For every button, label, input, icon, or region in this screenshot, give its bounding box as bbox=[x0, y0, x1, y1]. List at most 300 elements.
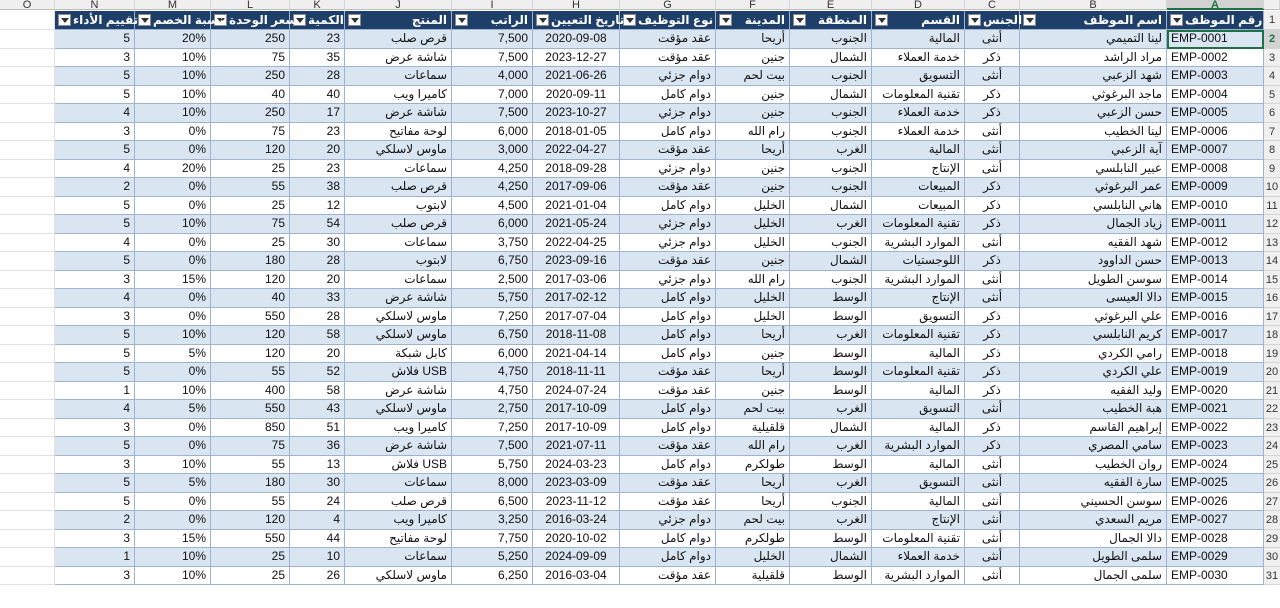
table-cell[interactable]: 4 bbox=[290, 511, 345, 530]
table-cell[interactable]: 58 bbox=[290, 382, 345, 401]
table-cell[interactable]: 0% bbox=[135, 289, 211, 308]
empty-cell[interactable] bbox=[0, 308, 55, 327]
row-header[interactable]: 5 bbox=[1264, 86, 1280, 105]
table-cell[interactable]: قرص صلب bbox=[345, 30, 452, 49]
table-cell[interactable]: 20 bbox=[290, 141, 345, 160]
column-header-d[interactable]: D bbox=[872, 0, 965, 10]
table-cell[interactable]: EMP-0023 bbox=[1167, 437, 1264, 456]
table-cell[interactable]: المالية bbox=[872, 141, 965, 160]
filter-dropdown-icon[interactable] bbox=[536, 14, 549, 26]
table-cell[interactable]: دوام جزئي bbox=[620, 67, 716, 86]
table-cell[interactable]: أنثى bbox=[965, 511, 1020, 530]
row-header[interactable]: 6 bbox=[1264, 104, 1280, 123]
table-cell[interactable]: ماوس لاسلكي bbox=[345, 308, 452, 327]
table-cell[interactable]: ماوس لاسلكي bbox=[345, 400, 452, 419]
table-cell[interactable]: 24 bbox=[290, 493, 345, 512]
table-cell[interactable]: 33 bbox=[290, 289, 345, 308]
table-cell[interactable]: شاشة عرض bbox=[345, 49, 452, 68]
table-cell[interactable]: 5 bbox=[55, 252, 135, 271]
empty-cell[interactable] bbox=[0, 252, 55, 271]
table-cell[interactable]: ذكر bbox=[965, 178, 1020, 197]
table-cell[interactable]: 12 bbox=[290, 197, 345, 216]
table-cell[interactable]: 250 bbox=[211, 30, 290, 49]
table-cell[interactable]: جنين bbox=[716, 252, 790, 271]
table-cell[interactable]: أنثى bbox=[965, 289, 1020, 308]
row-header[interactable]: 24 bbox=[1264, 437, 1280, 456]
table-cell[interactable]: 3 bbox=[55, 419, 135, 438]
table-cell[interactable]: 35 bbox=[290, 49, 345, 68]
table-cell[interactable]: ذكر bbox=[965, 308, 1020, 327]
table-cell[interactable]: 30 bbox=[290, 474, 345, 493]
table-cell[interactable]: ذكر bbox=[965, 49, 1020, 68]
table-cell[interactable]: لابتوب bbox=[345, 197, 452, 216]
table-cell[interactable]: آية الزعبي bbox=[1020, 141, 1167, 160]
table-cell[interactable]: 15% bbox=[135, 271, 211, 290]
table-cell[interactable]: 26 bbox=[290, 567, 345, 586]
table-cell[interactable]: 2017-09-06 bbox=[533, 178, 620, 197]
table-cell[interactable]: 0% bbox=[135, 123, 211, 142]
table-cell[interactable]: كاميرا ويب bbox=[345, 419, 452, 438]
table-cell[interactable]: 2017-10-09 bbox=[533, 419, 620, 438]
empty-cell[interactable] bbox=[0, 30, 55, 49]
table-cell[interactable]: المالية bbox=[872, 493, 965, 512]
table-cell[interactable]: 2023-10-27 bbox=[533, 104, 620, 123]
table-cell[interactable]: الوسط bbox=[790, 289, 872, 308]
table-cell[interactable]: EMP-0019 bbox=[1167, 363, 1264, 382]
table-cell[interactable]: 4,250 bbox=[452, 160, 533, 179]
table-cell[interactable]: 75 bbox=[211, 215, 290, 234]
table-cell[interactable]: EMP-0003 bbox=[1167, 67, 1264, 86]
table-cell[interactable]: 4 bbox=[55, 234, 135, 253]
table-cell[interactable]: 2023-09-16 bbox=[533, 252, 620, 271]
table-cell[interactable]: سامي المصري bbox=[1020, 437, 1167, 456]
table-cell[interactable]: 0% bbox=[135, 197, 211, 216]
table-cell[interactable]: 2022-04-25 bbox=[533, 234, 620, 253]
table-cell[interactable]: مراد الراشد bbox=[1020, 49, 1167, 68]
table-cell[interactable]: جنين bbox=[716, 104, 790, 123]
table-cell[interactable]: EMP-0014 bbox=[1167, 271, 1264, 290]
table-cell[interactable]: EMP-0029 bbox=[1167, 548, 1264, 567]
table-cell[interactable]: أريحا bbox=[716, 326, 790, 345]
table-cell[interactable]: 2018-09-28 bbox=[533, 160, 620, 179]
table-cell[interactable]: 2020-09-11 bbox=[533, 86, 620, 105]
table-cell[interactable]: 6,000 bbox=[452, 123, 533, 142]
row-header[interactable]: 7 bbox=[1264, 123, 1280, 142]
table-cell[interactable]: EMP-0012 bbox=[1167, 234, 1264, 253]
table-cell[interactable]: 7,500 bbox=[452, 30, 533, 49]
table-cell[interactable]: 75 bbox=[211, 437, 290, 456]
table-cell[interactable]: 850 bbox=[211, 419, 290, 438]
table-cell[interactable]: أنثى bbox=[965, 530, 1020, 549]
table-cell[interactable]: EMP-0027 bbox=[1167, 511, 1264, 530]
table-cell[interactable]: 10% bbox=[135, 104, 211, 123]
table-cell[interactable]: 55 bbox=[211, 363, 290, 382]
row-header[interactable]: 30 bbox=[1264, 548, 1280, 567]
row-header[interactable]: 12 bbox=[1264, 215, 1280, 234]
table-cell[interactable]: 25 bbox=[211, 567, 290, 586]
table-cell[interactable]: المالية bbox=[872, 345, 965, 364]
table-cell[interactable]: الغرب bbox=[790, 474, 872, 493]
table-cell[interactable]: 55 bbox=[211, 178, 290, 197]
table-cell[interactable]: الجنوب bbox=[790, 104, 872, 123]
table-cell[interactable]: سوسن الطويل bbox=[1020, 271, 1167, 290]
table-cell[interactable]: أنثى bbox=[965, 271, 1020, 290]
column-header-b[interactable]: B bbox=[1020, 0, 1167, 10]
table-header-cell[interactable]: المنتج bbox=[345, 11, 452, 30]
table-cell[interactable]: دوام كامل bbox=[620, 345, 716, 364]
table-cell[interactable]: 2021-04-14 bbox=[533, 345, 620, 364]
table-cell[interactable]: شاشة عرض bbox=[345, 104, 452, 123]
table-cell[interactable]: الموارد البشرية bbox=[872, 271, 965, 290]
table-cell[interactable]: EMP-0007 bbox=[1167, 141, 1264, 160]
table-cell[interactable]: 2021-06-26 bbox=[533, 67, 620, 86]
table-cell[interactable]: 10% bbox=[135, 86, 211, 105]
table-cell[interactable]: عبير النابلسي bbox=[1020, 160, 1167, 179]
table-cell[interactable]: دوام كامل bbox=[620, 419, 716, 438]
table-cell[interactable]: لينا التميمي bbox=[1020, 30, 1167, 49]
table-cell[interactable]: 4 bbox=[55, 400, 135, 419]
table-cell[interactable]: قرص صلب bbox=[345, 178, 452, 197]
table-cell[interactable]: التسويق bbox=[872, 67, 965, 86]
table-cell[interactable]: EMP-0025 bbox=[1167, 474, 1264, 493]
table-cell[interactable]: دوام كامل bbox=[620, 308, 716, 327]
table-cell[interactable]: دوام جزئي bbox=[620, 511, 716, 530]
row-header[interactable]: 16 bbox=[1264, 289, 1280, 308]
table-cell[interactable]: 10% bbox=[135, 382, 211, 401]
table-cell[interactable]: 2024-03-23 bbox=[533, 456, 620, 475]
table-cell[interactable]: 550 bbox=[211, 530, 290, 549]
table-cell[interactable]: رام الله bbox=[716, 123, 790, 142]
table-cell[interactable]: اللوجستيات bbox=[872, 252, 965, 271]
table-cell[interactable]: هاني النابلسي bbox=[1020, 197, 1167, 216]
table-cell[interactable]: خدمة العملاء bbox=[872, 548, 965, 567]
row-header[interactable]: 15 bbox=[1264, 271, 1280, 290]
table-cell[interactable]: 17 bbox=[290, 104, 345, 123]
table-cell[interactable]: ماوس لاسلكي bbox=[345, 567, 452, 586]
table-cell[interactable]: 3 bbox=[55, 49, 135, 68]
table-cell[interactable]: EMP-0013 bbox=[1167, 252, 1264, 271]
table-cell[interactable]: ذكر bbox=[965, 382, 1020, 401]
empty-cell[interactable] bbox=[0, 67, 55, 86]
table-cell[interactable]: 0% bbox=[135, 437, 211, 456]
table-cell[interactable]: 25 bbox=[211, 548, 290, 567]
table-cell[interactable]: 8,000 bbox=[452, 474, 533, 493]
table-cell[interactable]: 250 bbox=[211, 67, 290, 86]
filter-dropdown-icon[interactable] bbox=[719, 14, 732, 26]
table-cell[interactable]: رام الله bbox=[716, 437, 790, 456]
table-cell[interactable]: الخليل bbox=[716, 289, 790, 308]
table-cell[interactable]: 6,250 bbox=[452, 567, 533, 586]
empty-cell[interactable] bbox=[0, 511, 55, 530]
table-cell[interactable]: مريم السعدي bbox=[1020, 511, 1167, 530]
table-cell[interactable]: الإنتاج bbox=[872, 160, 965, 179]
table-cell[interactable]: 2 bbox=[55, 511, 135, 530]
table-cell[interactable]: الغرب bbox=[790, 141, 872, 160]
row-header[interactable]: 3 bbox=[1264, 49, 1280, 68]
table-cell[interactable]: 58 bbox=[290, 326, 345, 345]
table-cell[interactable]: 120 bbox=[211, 271, 290, 290]
table-cell[interactable]: الشمال bbox=[790, 49, 872, 68]
table-cell[interactable]: إبراهيم القاسم bbox=[1020, 419, 1167, 438]
table-cell[interactable]: 5 bbox=[55, 197, 135, 216]
table-header-cell[interactable]: المنطقة bbox=[790, 11, 872, 30]
table-cell[interactable]: 5 bbox=[55, 30, 135, 49]
table-cell[interactable]: 10% bbox=[135, 456, 211, 475]
table-cell[interactable]: 25 bbox=[211, 234, 290, 253]
empty-cell[interactable] bbox=[0, 86, 55, 105]
empty-cell[interactable] bbox=[0, 437, 55, 456]
table-cell[interactable]: 2021-01-04 bbox=[533, 197, 620, 216]
table-cell[interactable]: EMP-0010 bbox=[1167, 197, 1264, 216]
table-cell[interactable]: EMP-0008 bbox=[1167, 160, 1264, 179]
table-cell[interactable]: 2024-09-09 bbox=[533, 548, 620, 567]
table-cell[interactable]: بيت لحم bbox=[716, 511, 790, 530]
table-cell[interactable]: دالا الجمال bbox=[1020, 530, 1167, 549]
table-cell[interactable]: لوحة مفاتيح bbox=[345, 530, 452, 549]
table-cell[interactable]: الغرب bbox=[790, 511, 872, 530]
table-cell[interactable]: جنين bbox=[716, 382, 790, 401]
table-cell[interactable]: الغرب bbox=[790, 400, 872, 419]
column-header-g[interactable]: G bbox=[620, 0, 716, 10]
table-cell[interactable]: هبة الخطيب bbox=[1020, 400, 1167, 419]
table-cell[interactable]: 2 bbox=[55, 178, 135, 197]
table-cell[interactable]: 4 bbox=[55, 160, 135, 179]
table-cell[interactable]: الجنوب bbox=[790, 123, 872, 142]
table-cell[interactable]: 2020-09-08 bbox=[533, 30, 620, 49]
empty-cell[interactable] bbox=[0, 11, 55, 30]
table-cell[interactable]: 5 bbox=[55, 474, 135, 493]
table-cell[interactable]: 7,500 bbox=[452, 437, 533, 456]
table-cell[interactable]: 0% bbox=[135, 363, 211, 382]
table-cell[interactable]: الشمال bbox=[790, 419, 872, 438]
table-cell[interactable]: 75 bbox=[211, 49, 290, 68]
table-cell[interactable]: تقنية المعلومات bbox=[872, 326, 965, 345]
table-cell[interactable]: 550 bbox=[211, 308, 290, 327]
table-cell[interactable]: المالية bbox=[872, 419, 965, 438]
table-cell[interactable]: 3 bbox=[55, 530, 135, 549]
table-cell[interactable]: الموارد البشرية bbox=[872, 234, 965, 253]
table-cell[interactable]: 2,500 bbox=[452, 271, 533, 290]
table-cell[interactable]: أنثى bbox=[965, 160, 1020, 179]
table-cell[interactable]: الوسط bbox=[790, 308, 872, 327]
table-cell[interactable]: 10% bbox=[135, 326, 211, 345]
table-cell[interactable]: 3 bbox=[55, 308, 135, 327]
table-cell[interactable]: بيت لحم bbox=[716, 67, 790, 86]
table-cell[interactable]: 120 bbox=[211, 141, 290, 160]
column-header-k[interactable]: K bbox=[290, 0, 345, 10]
table-cell[interactable]: شاشة عرض bbox=[345, 382, 452, 401]
table-cell[interactable]: فلاش USB bbox=[345, 363, 452, 382]
table-cell[interactable]: دوام جزئي bbox=[620, 234, 716, 253]
column-header-l[interactable]: L bbox=[211, 0, 290, 10]
table-cell[interactable]: 55 bbox=[211, 493, 290, 512]
table-cell[interactable]: 0% bbox=[135, 493, 211, 512]
table-cell[interactable]: الجنوب bbox=[790, 67, 872, 86]
table-cell[interactable]: 2020-10-02 bbox=[533, 530, 620, 549]
table-cell[interactable]: 2021-07-11 bbox=[533, 437, 620, 456]
table-cell[interactable]: 2016-03-04 bbox=[533, 567, 620, 586]
table-cell[interactable]: سلمى الطويل bbox=[1020, 548, 1167, 567]
table-cell[interactable]: 54 bbox=[290, 215, 345, 234]
empty-cell[interactable] bbox=[0, 178, 55, 197]
column-header-o[interactable]: O bbox=[0, 0, 55, 10]
table-cell[interactable]: 0% bbox=[135, 511, 211, 530]
table-cell[interactable]: التسويق bbox=[872, 308, 965, 327]
table-cell[interactable]: دوام كامل bbox=[620, 86, 716, 105]
table-cell[interactable]: 5 bbox=[55, 493, 135, 512]
table-cell[interactable]: 40 bbox=[211, 86, 290, 105]
column-header-e[interactable]: E bbox=[790, 0, 872, 10]
table-cell[interactable]: أريحا bbox=[716, 474, 790, 493]
table-cell[interactable]: ذكر bbox=[965, 363, 1020, 382]
table-cell[interactable]: 120 bbox=[211, 345, 290, 364]
table-cell[interactable]: 28 bbox=[290, 67, 345, 86]
filter-dropdown-icon[interactable] bbox=[875, 14, 888, 26]
table-cell[interactable]: 5% bbox=[135, 474, 211, 493]
table-cell[interactable]: 5 bbox=[55, 326, 135, 345]
table-cell[interactable]: 2017-07-04 bbox=[533, 308, 620, 327]
table-cell[interactable]: ذكر bbox=[965, 215, 1020, 234]
table-cell[interactable]: 6,750 bbox=[452, 252, 533, 271]
table-cell[interactable]: أنثى bbox=[965, 30, 1020, 49]
table-cell[interactable]: 10% bbox=[135, 215, 211, 234]
column-header-n[interactable]: N bbox=[55, 0, 135, 10]
table-cell[interactable]: تقنية المعلومات bbox=[872, 363, 965, 382]
table-cell[interactable]: 6,000 bbox=[452, 215, 533, 234]
filter-dropdown-icon[interactable] bbox=[1023, 14, 1036, 26]
table-cell[interactable]: أنثى bbox=[965, 141, 1020, 160]
table-cell[interactable]: عمر البرغوثي bbox=[1020, 178, 1167, 197]
table-cell[interactable]: شهد الزعبي bbox=[1020, 67, 1167, 86]
table-cell[interactable]: 4 bbox=[55, 104, 135, 123]
table-cell[interactable]: قرص صلب bbox=[345, 215, 452, 234]
table-cell[interactable]: الجنوب bbox=[790, 271, 872, 290]
table-cell[interactable]: EMP-0006 bbox=[1167, 123, 1264, 142]
table-cell[interactable]: دوام كامل bbox=[620, 326, 716, 345]
empty-cell[interactable] bbox=[0, 382, 55, 401]
table-cell[interactable]: جنين bbox=[716, 345, 790, 364]
table-cell[interactable]: سماعات bbox=[345, 548, 452, 567]
table-cell[interactable]: 2017-10-09 bbox=[533, 400, 620, 419]
filter-dropdown-icon[interactable] bbox=[58, 14, 71, 26]
table-cell[interactable]: EMP-0028 bbox=[1167, 530, 1264, 549]
table-cell[interactable]: المبيعات bbox=[872, 197, 965, 216]
table-cell[interactable]: 3 bbox=[55, 456, 135, 475]
table-cell[interactable]: قلقيلية bbox=[716, 567, 790, 586]
table-cell[interactable]: الإنتاج bbox=[872, 511, 965, 530]
table-cell[interactable]: 7,500 bbox=[452, 49, 533, 68]
table-cell[interactable]: 2023-12-27 bbox=[533, 49, 620, 68]
table-cell[interactable]: عقد مؤقت bbox=[620, 474, 716, 493]
table-cell[interactable]: 0% bbox=[135, 178, 211, 197]
table-cell[interactable]: 2017-03-06 bbox=[533, 271, 620, 290]
empty-cell[interactable] bbox=[0, 493, 55, 512]
table-cell[interactable]: كريم النابلسي bbox=[1020, 326, 1167, 345]
row-header[interactable]: 28 bbox=[1264, 511, 1280, 530]
table-cell[interactable]: عقد مؤقت bbox=[620, 493, 716, 512]
table-cell[interactable]: شاشة عرض bbox=[345, 437, 452, 456]
table-header-cell[interactable]: الجنس bbox=[965, 11, 1020, 30]
table-cell[interactable]: أنثى bbox=[965, 234, 1020, 253]
table-cell[interactable]: 3,250 bbox=[452, 511, 533, 530]
table-cell[interactable]: عقد مؤقت bbox=[620, 49, 716, 68]
table-cell[interactable]: الشمال bbox=[790, 252, 872, 271]
table-cell[interactable]: خدمة العملاء bbox=[872, 104, 965, 123]
table-header-cell[interactable]: نوع التوظيف bbox=[620, 11, 716, 30]
row-header[interactable]: 14 bbox=[1264, 252, 1280, 271]
table-cell[interactable]: 3 bbox=[55, 567, 135, 586]
table-cell[interactable]: الشمال bbox=[790, 548, 872, 567]
table-cell[interactable]: سماعات bbox=[345, 67, 452, 86]
table-cell[interactable]: دوام جزئي bbox=[620, 160, 716, 179]
table-cell[interactable]: 5,250 bbox=[452, 548, 533, 567]
table-cell[interactable]: الوسط bbox=[790, 382, 872, 401]
table-cell[interactable]: دالا العيسى bbox=[1020, 289, 1167, 308]
table-cell[interactable]: 3,750 bbox=[452, 234, 533, 253]
table-cell[interactable]: التسويق bbox=[872, 474, 965, 493]
table-cell[interactable]: المالية bbox=[872, 30, 965, 49]
table-cell[interactable]: دوام جزئي bbox=[620, 271, 716, 290]
table-cell[interactable]: 550 bbox=[211, 400, 290, 419]
table-cell[interactable]: 2022-04-27 bbox=[533, 141, 620, 160]
table-cell[interactable]: 2023-03-09 bbox=[533, 474, 620, 493]
table-cell[interactable]: 38 bbox=[290, 178, 345, 197]
table-cell[interactable]: سماعات bbox=[345, 271, 452, 290]
table-cell[interactable]: 0% bbox=[135, 419, 211, 438]
table-cell[interactable]: 2021-05-24 bbox=[533, 215, 620, 234]
empty-cell[interactable] bbox=[0, 123, 55, 142]
table-cell[interactable]: سماعات bbox=[345, 234, 452, 253]
table-cell[interactable]: الجنوب bbox=[790, 30, 872, 49]
table-cell[interactable]: المالية bbox=[872, 382, 965, 401]
table-cell[interactable]: 52 bbox=[290, 363, 345, 382]
table-cell[interactable]: 23 bbox=[290, 30, 345, 49]
table-cell[interactable]: 5 bbox=[55, 345, 135, 364]
table-cell[interactable]: 7,750 bbox=[452, 530, 533, 549]
table-cell[interactable]: شاشة عرض bbox=[345, 289, 452, 308]
table-cell[interactable]: ذكر bbox=[965, 326, 1020, 345]
table-cell[interactable]: حسن الزعبي bbox=[1020, 104, 1167, 123]
table-cell[interactable]: دوام جزئي bbox=[620, 104, 716, 123]
table-cell[interactable]: تقنية المعلومات bbox=[872, 530, 965, 549]
column-header-m[interactable]: M bbox=[135, 0, 211, 10]
empty-cell[interactable] bbox=[0, 567, 55, 586]
table-cell[interactable]: EMP-0017 bbox=[1167, 326, 1264, 345]
table-cell[interactable]: 2018-01-05 bbox=[533, 123, 620, 142]
table-header-cell[interactable]: اسم الموظف bbox=[1020, 11, 1167, 30]
empty-cell[interactable] bbox=[0, 326, 55, 345]
row-header[interactable]: 31 bbox=[1264, 567, 1280, 586]
table-cell[interactable]: 5 bbox=[55, 215, 135, 234]
table-cell[interactable]: 55 bbox=[211, 456, 290, 475]
table-cell[interactable]: 43 bbox=[290, 400, 345, 419]
table-cell[interactable]: أريحا bbox=[716, 141, 790, 160]
table-cell[interactable]: EMP-0018 bbox=[1167, 345, 1264, 364]
table-cell[interactable]: طولكرم bbox=[716, 456, 790, 475]
table-cell[interactable]: 25 bbox=[211, 197, 290, 216]
table-cell[interactable]: 5 bbox=[55, 437, 135, 456]
table-cell[interactable]: خدمة العملاء bbox=[872, 49, 965, 68]
table-cell[interactable]: ذكر bbox=[965, 252, 1020, 271]
table-cell[interactable]: وليد الفقيه bbox=[1020, 382, 1167, 401]
table-cell[interactable]: دوام كامل bbox=[620, 289, 716, 308]
column-header-i[interactable]: I bbox=[452, 0, 533, 10]
table-cell[interactable]: دوام جزئي bbox=[620, 215, 716, 234]
table-cell[interactable]: لابتوب bbox=[345, 252, 452, 271]
filter-dropdown-icon[interactable] bbox=[793, 14, 806, 26]
table-cell[interactable]: 250 bbox=[211, 104, 290, 123]
table-cell[interactable]: ماوس لاسلكي bbox=[345, 326, 452, 345]
